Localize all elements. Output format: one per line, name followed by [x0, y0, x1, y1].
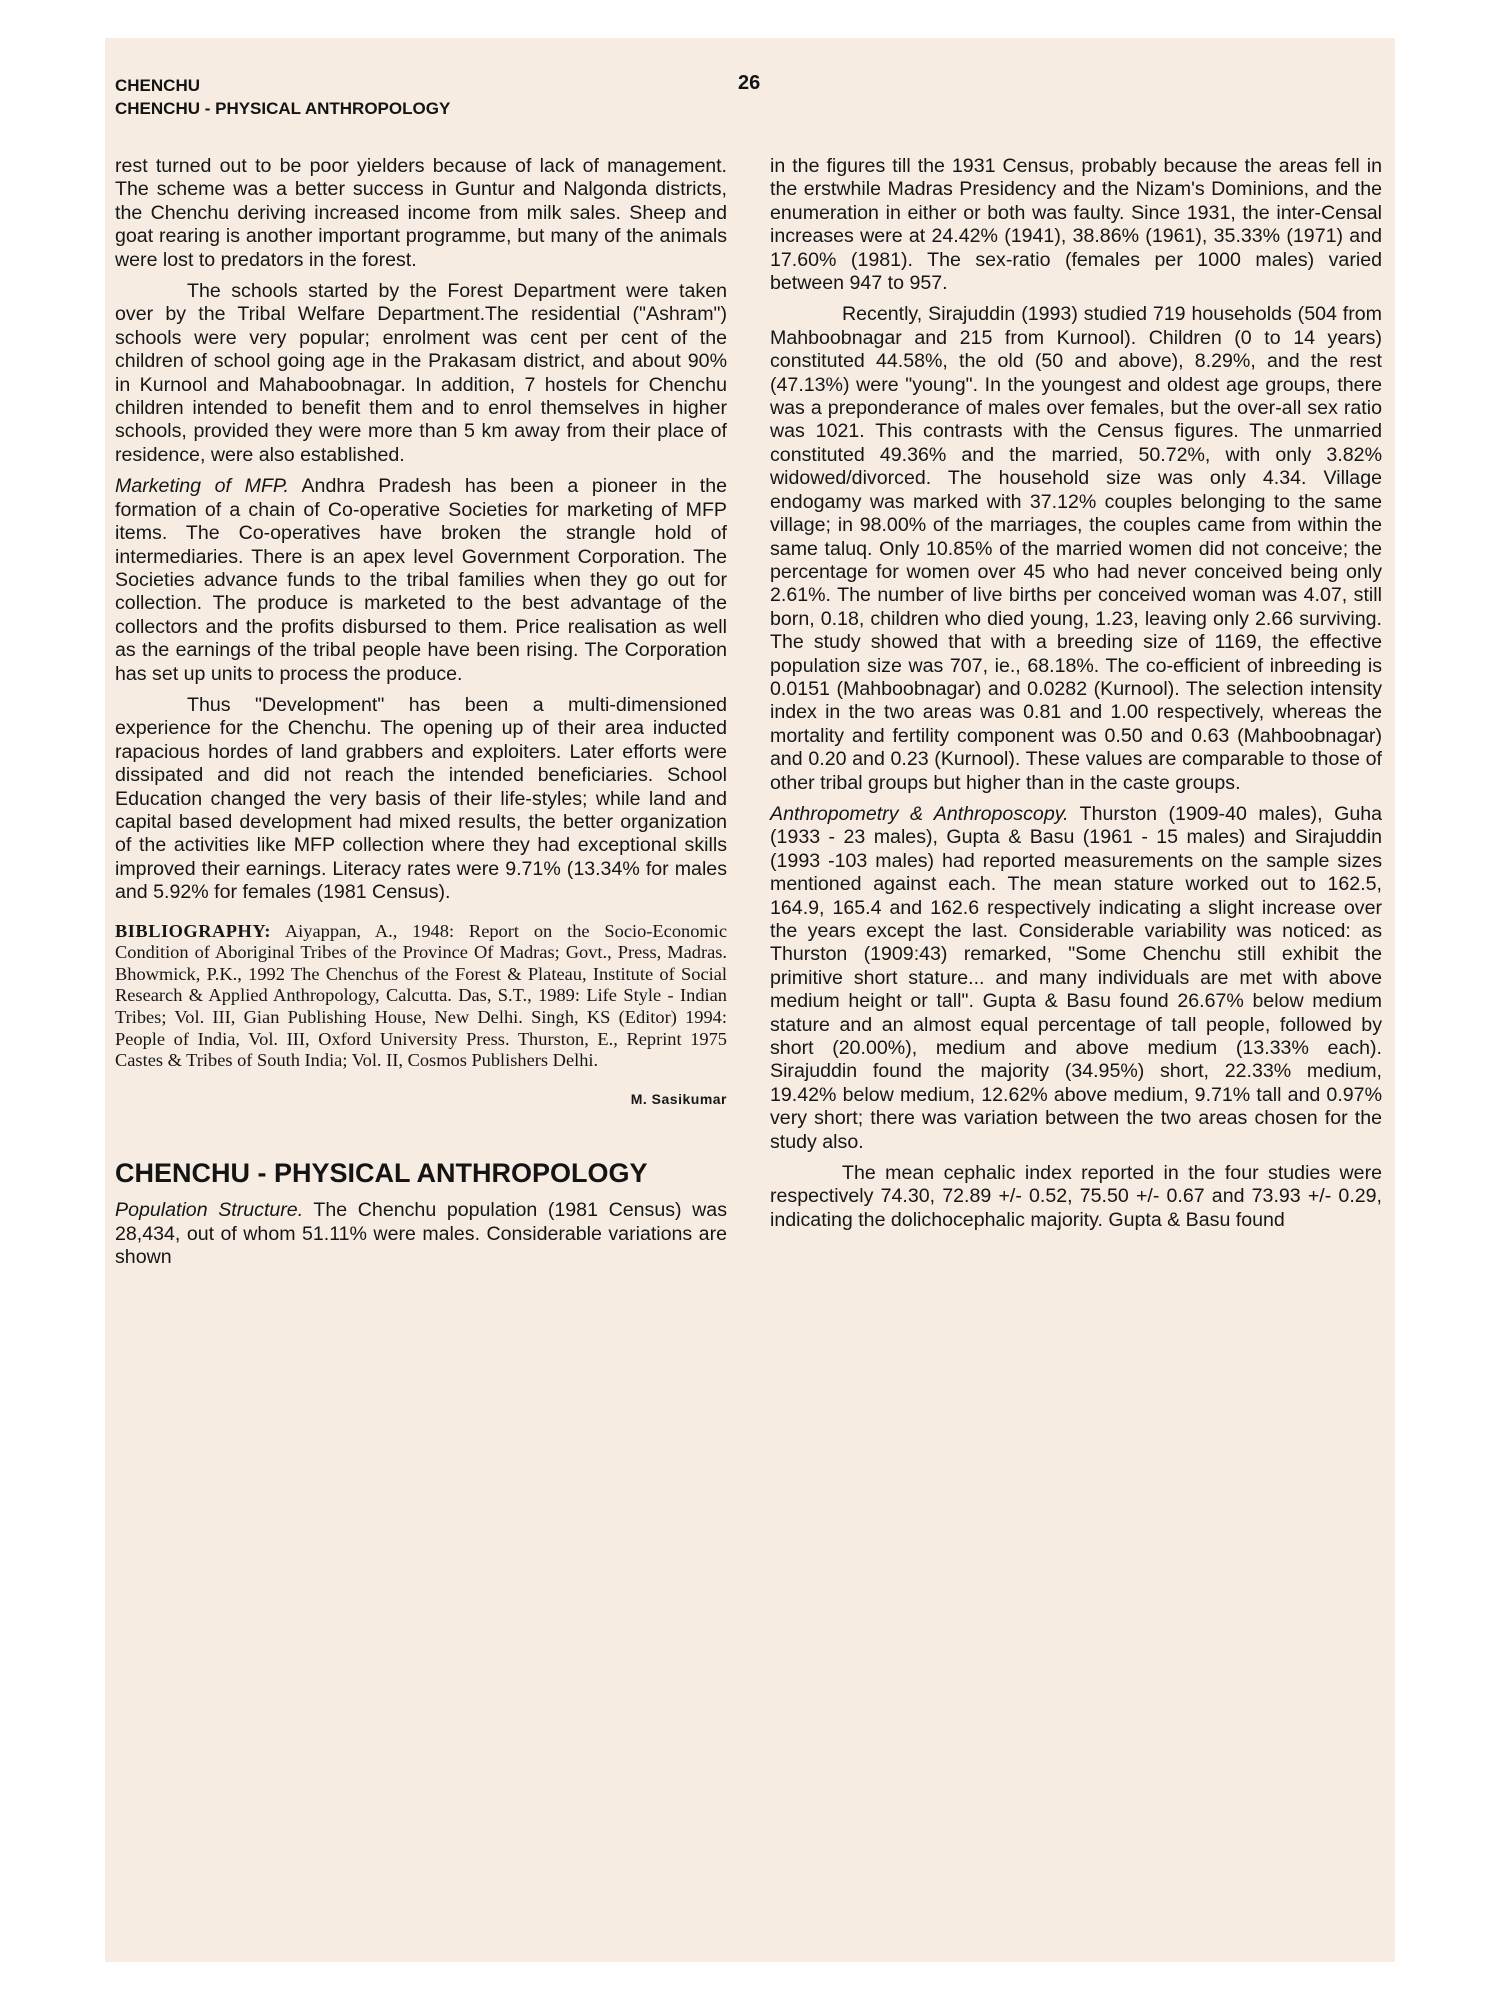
- paragraph-text: The Chenchu population (1981 Census) was 28,434, out of whom 51.11% were males. Considerable variations are shown: [115, 1199, 727, 1268]
- paragraph: rest turned out to be poor yielders because of lack of management. The scheme was a better success in Guntur and Nalgonda districts, the Chenchu deriving increased income from milk sales. Sheep and goat rearing is another important programme, but many of the animals were lost to predators in the forest.: [115, 155, 727, 271]
- author-credit: M. Sasikumar: [630, 1090, 727, 1107]
- page-number: 26: [738, 72, 761, 94]
- paragraph-lead: Population Structure.: [115, 1199, 304, 1222]
- section-title: CHENCHU - PHYSICAL ANTHROPOLOGY: [115, 1158, 648, 1189]
- paragraph: [770, 803, 1382, 1154]
- header-title: CHENCHU: [115, 76, 200, 95]
- paragraph: [115, 1199, 727, 1269]
- paragraph: The mean cephalic index reported in the four studies were respectively 74.30, 72.89 +/- 0.52, 75.50 +/- 0.67 and 73.93 +/- 0.29, indicating the dolichocephalic majority. Gupta & Basu found: [770, 1162, 1382, 1231]
- left-column: [115, 155, 727, 1269]
- bibliography-text: Aiyappan, A., 1948: Report on the Socio-Economic Condition of Aboriginal Tribes of the Province Of Madras; Govt., Press, Madras. Bhowmick, P.K., 1992 The Chenchus of the Forest & Plateau, Institute of Social Research & Applied Anthropology, Calcutta. Das, S.T., 1989: Life Style - Indian Tribes; Vol. III, Gian Publishing House, New Delhi. Singh, KS (Editor) 1994: People of India, Vol. III, Oxford University Press. Thurston, E., Reprint 1975 Castes & Tribes of South India; Vol. II, Cosmos Publishers Delhi.: [115, 920, 727, 1071]
- header-subtitle: CHENCHU - PHYSICAL ANTHROPOLOGY: [115, 99, 451, 118]
- running-header: [115, 74, 450, 120]
- paragraph: Thus "Development" has been a multi-dimensioned experience for the Chenchu. The opening up of their area inducted rapacious hordes of land grabbers and exploiters. Later efforts were dissipated and did not reach the intended beneficiaries. School Education changed the very basis of their life-styles; while land and capital based development had mixed results, the better organization of the activities like MFP collection where they had exceptional skills improved their earnings. Literacy rates were 9.71% (13.34% for males and 5.92% for females (1981 Census).: [115, 693, 727, 904]
- bibliography: [115, 921, 727, 1072]
- paragraph-lead: Marketing of MFP.: [115, 475, 289, 498]
- paragraph: The schools started by the Forest Department were taken over by the Tribal Welfare Department.The residential ("Ashram") schools were very popular; enrolment was cent per cent of the children of school going age in the Prakasam district, and about 90% in Kurnool and Mahaboobnagar. In addition, 7 hostels for Chenchu children intended to benefit them and to enrol themselves in higher schools, provided they were more than 5 km away from their place of residence, were also established.: [115, 280, 727, 466]
- bibliography-heading: BIBLIOGRAPHY:: [115, 920, 272, 941]
- right-column: [770, 155, 1382, 1232]
- paragraph-text: Thurston (1909-40 males), Guha (1933 - 23 males), Gupta & Basu (1961 - 15 males) and Sirajuddin (1993 -103 males) had reported measurements on the sample sizes mentioned against each. The mean stature worked out to 162.5, 164.9, 165.4 and 162.6 respectively indicating a slight increase over the years except the last. Considerable variability was noticed: as Thurston (1909:43) remarked, "Some Chenchu still exhibit the primitive short stature... and many individuals are met with above medium height or tall". Gupta & Basu found 26.67% below medium stature and an almost equal percentage of tall people, followed by short (20.00%), medium and above medium (13.33% each). Sirajuddin found the majority (34.95%) short, 22.33% medium, 19.42% below medium, 12.62% above medium, 9.71% tall and 0.97% very short; there was variation between the two areas chosen for the study also.: [770, 802, 1383, 1153]
- document-page: [105, 38, 1395, 1962]
- paragraph-lead: Anthropometry & Anthroposcopy.: [770, 802, 1069, 825]
- paragraph: in the figures till the 1931 Census, probably because the areas fell in the erstwhile Madras Presidency and the Nizam's Dominions, and the enumeration in either or both was faulty. Since 1931, the inter-Censal increases were at 24.42% (1941), 38.86% (1961), 35.33% (1971) and 17.60% (1981). The sex-ratio (females per 1000 males) varied between 947 to 957.: [770, 155, 1382, 295]
- paragraph: [115, 475, 727, 686]
- paragraph-text: Andhra Pradesh has been a pioneer in the formation of a chain of Co-operative Societies for marketing of MFP items. The Co-operatives have broken the strangle hold of intermediaries. There is an apex level Government Corporation. The Societies advance funds to the tribal families when they go out for collection. The produce is marketed to the best advantage of the collectors and the profits disbursed to them. Price realisation as well as the earnings of the tribal people have been rising. The Corporation has set up units to process the produce.: [115, 475, 727, 685]
- paragraph: Recently, Sirajuddin (1993) studied 719 households (504 from Mahboobnagar and 215 from Kurnool). Children (0 to 14 years) constituted 44.58%, the old (50 and above), 8.29%, and the rest (47.13%) were "young". In the youngest and oldest age groups, there was a preponderance of males over females, but the over-all sex ratio was 1021. This contrasts with the Census figures. The unmarried constituted 49.36% and the married, 50.72%, with only 3.82% widowed/divorced. The household size was only 4.34. Village endogamy was marked with 37.12% couples belonging to the same village; in 98.00% of the marriages, the couples came from within the same taluq. Only 10.85% of the married women did not conceive; the percentage for women over 45 who had never conceived being only 2.61%. The number of live births per conceived woman was 4.07, still born, 0.18, children who died young, 1.23, leaving only 2.66 surviving. The study showed that with a breeding size of 1169, the effective population size was 707, ie., 68.18%. The co-efficient of inbreeding is 0.0151 (Mahboobnagar) and 0.0282 (Kurnool). The selection intensity index in the two areas was 0.81 and 1.00 respectively, whereas the mortality and fertility component was 0.50 and 0.63 (Mahboobnagar) and 0.20 and 0.23 (Kurnool). These values are comparable to those of other tribal groups but higher than in the caste groups.: [770, 303, 1382, 794]
